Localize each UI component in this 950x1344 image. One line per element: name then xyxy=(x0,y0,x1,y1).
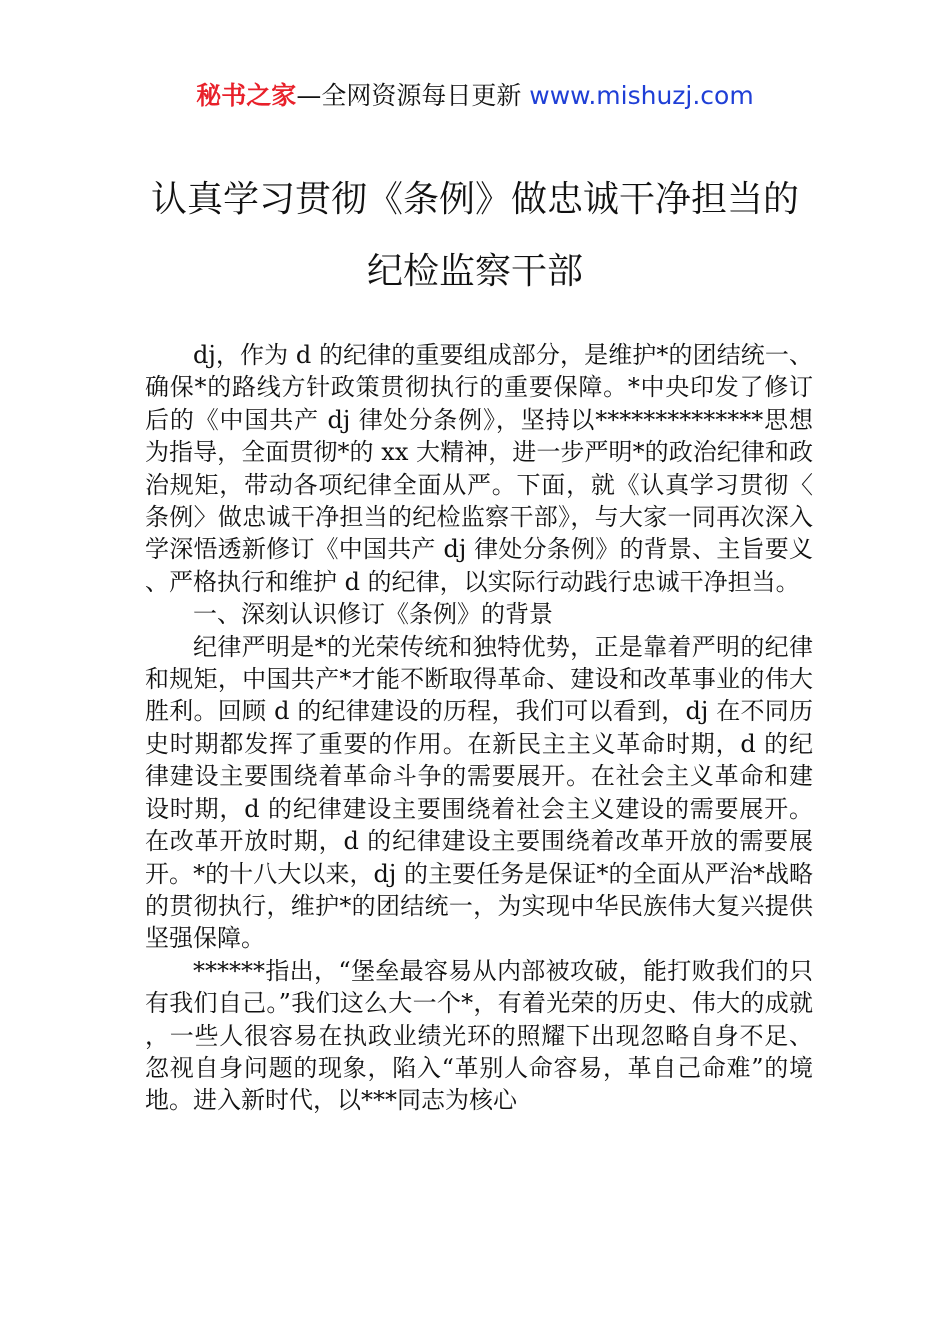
paragraph-background: 纪律严明是*的光荣传统和独特优势，正是靠着严明的纪律和规矩，中国共产*才能不断取得革命、建设和改革事业的伟大胜利。回顾 d 的纪律建设的历程，我们可以看到，dj 在不同历史时期都发挥了重要的作用。在新民主主义革命时期，d 的纪律建设主要围绕着革命斗争的需要展开。在社会主义革命和建设时期，d 的纪律建设主要围绕着社会主义建设的需要展开。在改革开放时期，d 的纪律建设主要围绕着改革开放的需要展开。*的十八大以来，dj 的主要任务是保证*的全面从严治*战略的贯彻执行，维护*的团结统一，为实现中华民族伟大复兴提供坚强保障。 xyxy=(145,632,813,953)
site-brand: 秘书之家 xyxy=(196,81,297,110)
section-heading: 一、深刻认识修订《条例》的背景 xyxy=(193,600,553,629)
paragraph-intro: dj，作为 d 的纪律的重要组成部分，是维护*的团结统一、确保*的路线方针政策贯彻执行的重要保障。*中央印发了修订后的《中国共产 dj 律处分条例》，坚持以**************思想为指导，全面贯彻*的 xx 大精神，进一步严明*的政治纪律和政治规矩，带动各项纪律全面从严。下面，就《认真学习贯彻〈条例〉做忠诚干净担当的纪检监察干部》，与大家一同再次深入学深悟透新修订《中国共产 dj 律处分条例》的背景、主旨要义、严格执行和维护 d 的纪律，以实际行动践行忠诚干净担当。 xyxy=(145,341,813,596)
document-title-line-2: 纪检监察干部 xyxy=(366,251,583,292)
paragraph-quote: ******指出，“堡垒最容易从内部被攻破，能打败我们的只有我们自己。”我们这么大一个*，有着光荣的历史、伟大的成就，一些人很容易在执政业绩光环的照耀下出现忽略自身不足、忽视自身问题的现象，陷入“革别人命容易，革自己命难”的境地。进入新时代，以***同志为核心 xyxy=(145,956,813,1115)
site-banner xyxy=(0,80,950,112)
document-title-line-1: 认真学习贯彻《条例》做忠诚干净担当的 xyxy=(150,179,799,220)
site-url-link[interactable]: www.mishuzj.com xyxy=(529,81,754,110)
site-tagline: —全网资源每日更新 xyxy=(296,81,522,110)
document-body xyxy=(145,339,813,1117)
